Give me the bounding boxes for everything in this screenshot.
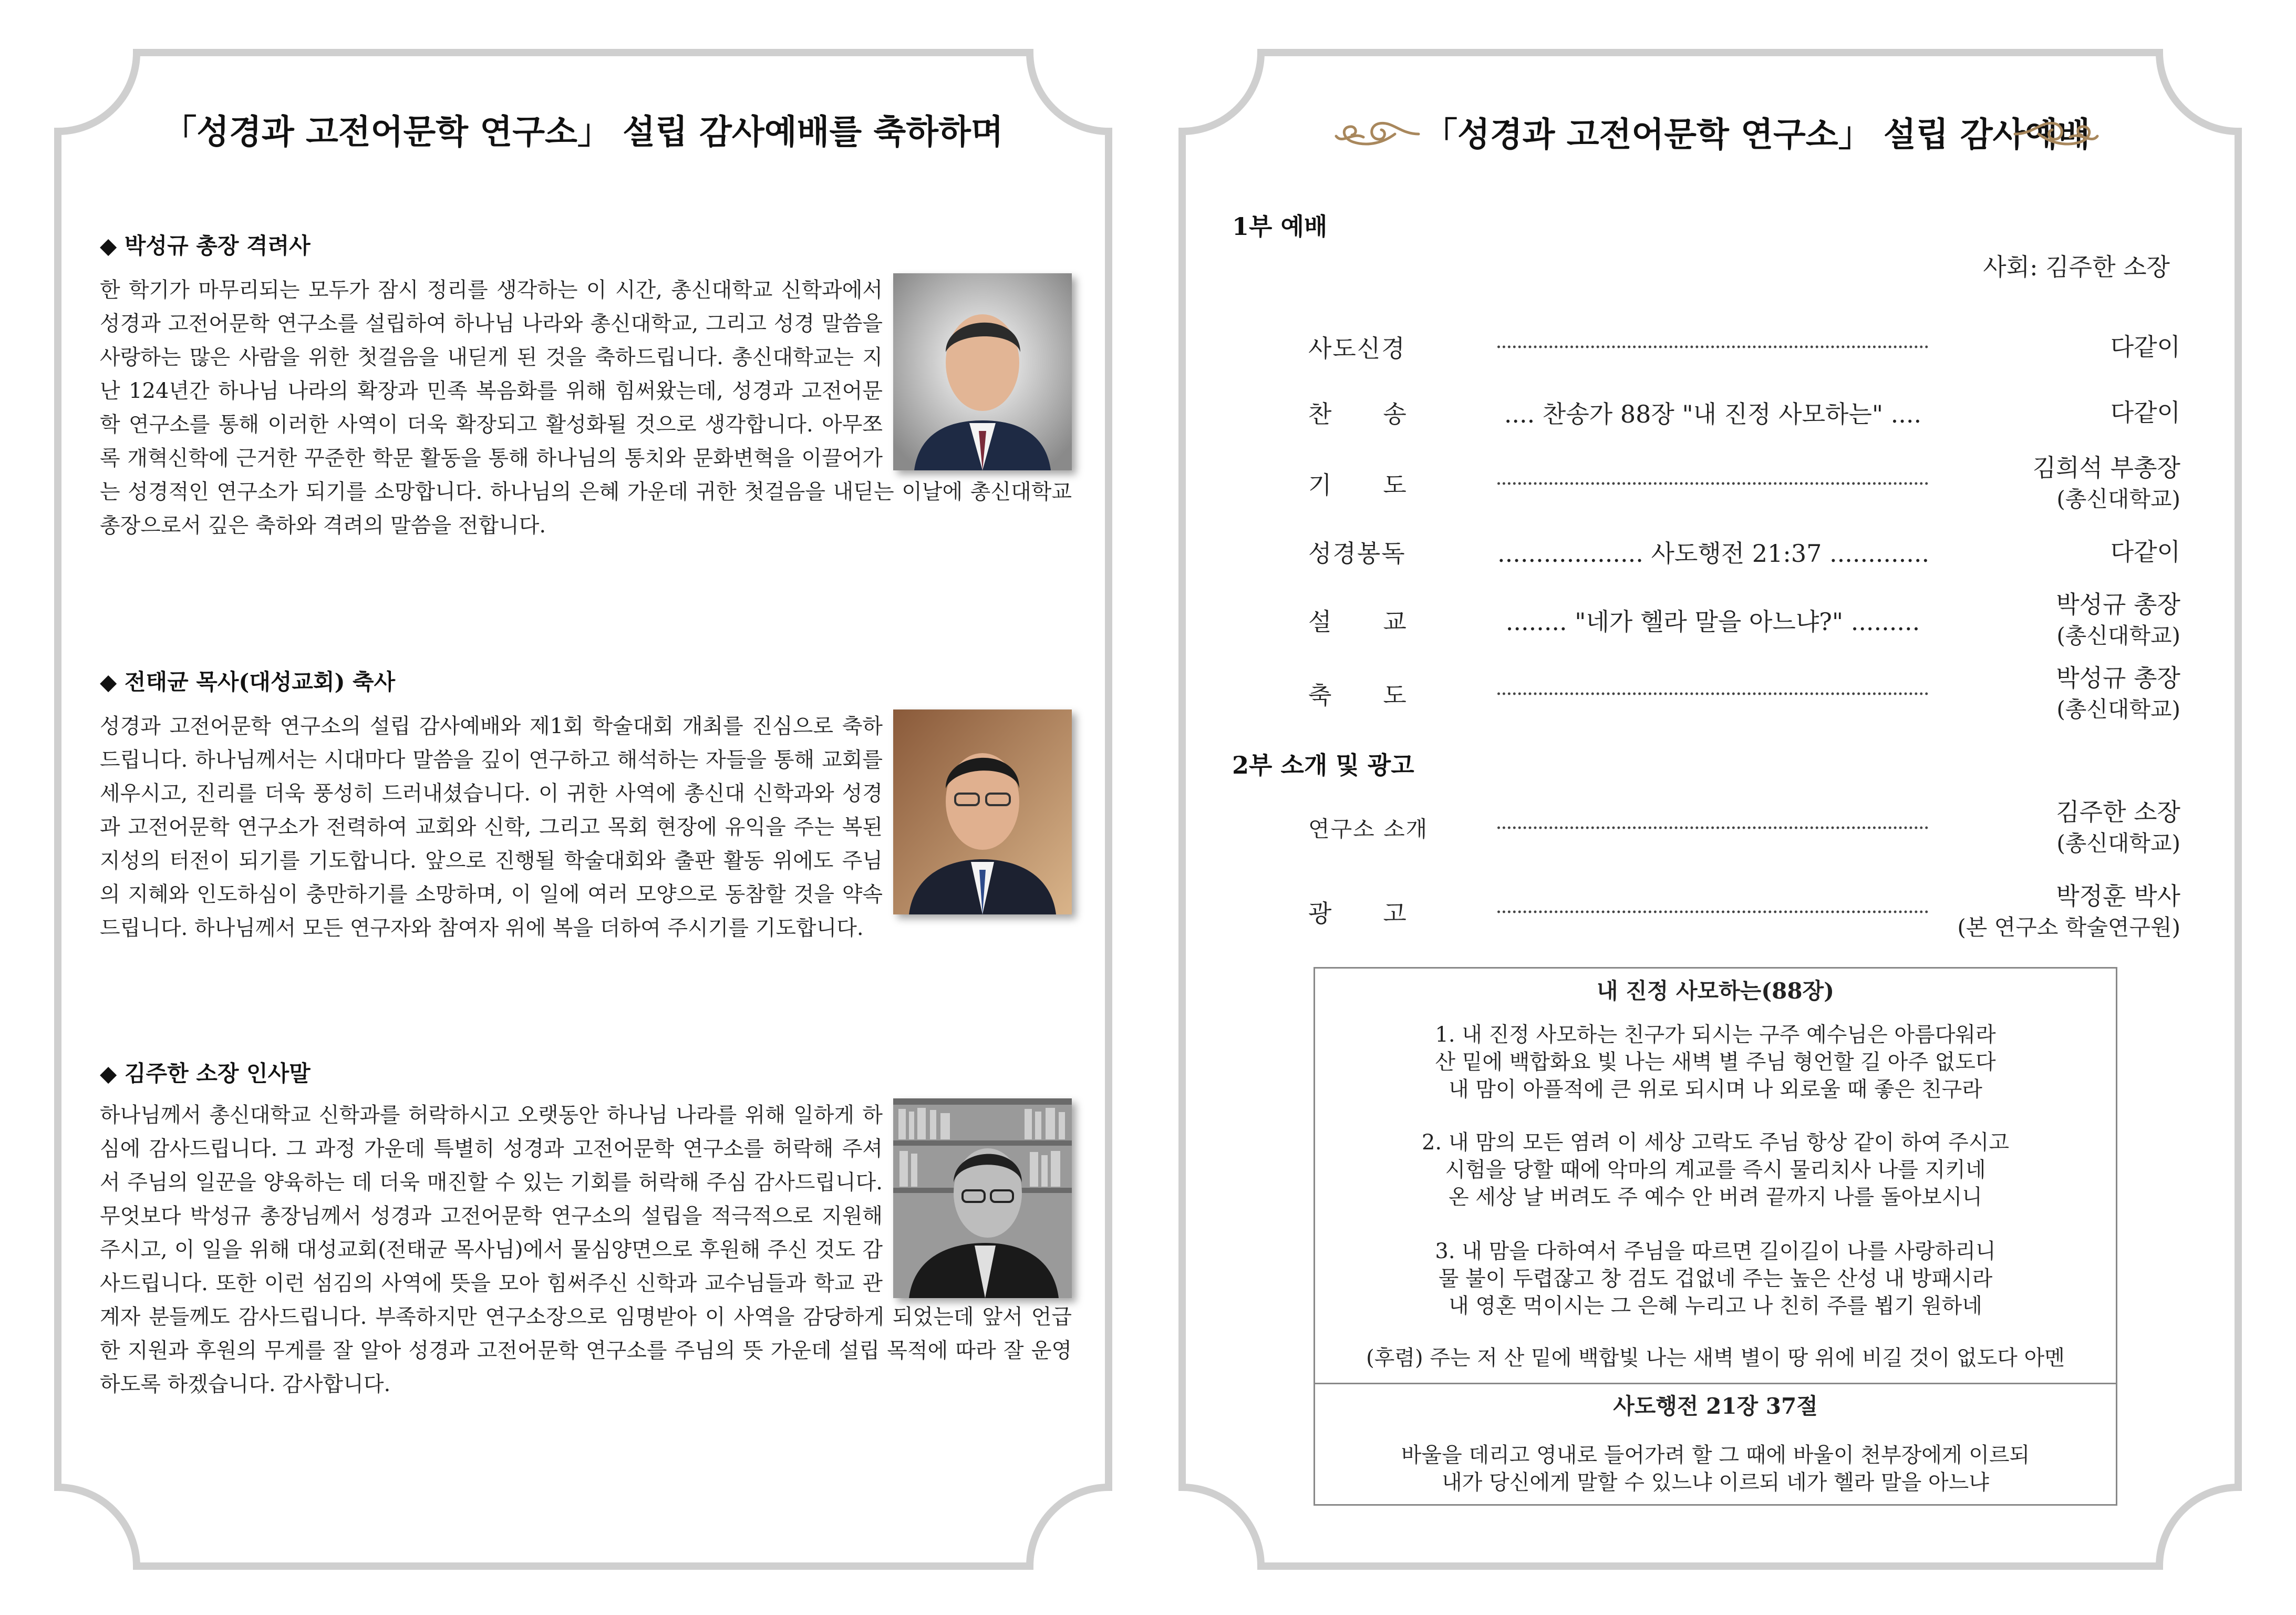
part2-heading: 2부 소개 및 광고 (1232, 751, 1414, 779)
photo-president (893, 273, 1072, 470)
section-text-president: 한 학기가 마무리되는 모두가 잠시 정리를 생각하는 이 시간, 총신대학교 신학과에서 성경과 고전어문학 연구소를 설립하여 하나님 나라와 총신대학교, 그리고 성경 말씀을 사랑하는 많은 사람을 위한 첫걸음을 내딛게 된 것을 축하드립니다. 총신대학교는 지난 124년간 하나님 나라의 확장과 민족 복음화를 위해 힘써왔는데, 성경과 고전어문학 연구소를 통해 이러한 사역이 더욱 확장되고 활성화될 것으로 생각합니다. 아무쪼록 개혁신학에 근거한 꾸준한 학문 활동을 통해 하나님의 통치와 문화변혁을 이끌어가는 성경적인 연구소가 되기를 소망합니다. 하나님의 은혜 가운데 귀한 첫걸음을 내딛는 이날에 총신대학교 총장으로서 깊은 축하와 격려의 말씀을 전합니다. (100, 273, 1072, 542)
dotted-leader (1497, 346, 1928, 348)
right-page-title: 「성경과 고전어문학 연구소」 설립 감사예배 (1424, 115, 2091, 155)
left-page-title: 「성경과 고전어문학 연구소」 설립 감사예배를 축하하며 (163, 112, 1004, 152)
order-row-sermon: 설 교 ........ "네가 헬라 말을 아느냐?" ......... 박성규 총장 (총신대학교) (1308, 590, 2180, 649)
hymn-box (1314, 967, 2117, 1506)
photo-pastor (893, 709, 1072, 914)
box-divider (1315, 1383, 2116, 1384)
photo-director (893, 1098, 1072, 1298)
dotted-leader (1497, 827, 1928, 829)
order-row-benediction: 축 도 박성규 총장 (총신대학교) (1308, 664, 2180, 722)
order-row-notice: 광 고 박정훈 박사 (본 연구소 학술연구원) (1308, 882, 2180, 940)
section-text-pastor: 성경과 고전어문학 연구소의 설립 감사예배와 제1회 학술대회 개최를 진심으로 축하드립니다. 하나님께서는 시대마다 말씀을 깊이 연구하고 해석하는 자들을 통해 교회를 세우시고, 진리를 더욱 풍성히 드러내셨습니다. 이 귀한 사역에 총신대 신학과와 성경과 고전어문학 연구소가 전력하여 교회와 신학, 그리고 목회 현장에 유익을 주는 복된 지성의 터전이 되기를 기도합니다. 앞으로 진행될 학술대회와 출판 활동 위에도 주님의 지혜와 인도하심이 충만하기를 소망하며, 이 일에 여러 모양으로 동참할 것을 약속드립니다. 하나님께서 모든 연구자와 참여자 위에 복을 더하여 주시기를 기도합니다. (100, 709, 1072, 945)
part1-heading: 1부 예배 (1232, 212, 1328, 241)
hymn-verse-1: 1. 내 진정 사모하는 친구가 되시는 구주 예수님은 아름다워라 산 밑에 백합화요 빛 나는 새벽 별 주님 형언할 길 아주 없도다 내 맘이 아플적에 큰 위로 되시며 나 외로울 때 좋은 친구라 (1435, 1023, 1996, 1102)
order-row-intro: 연구소 소개 김주한 소장 (총신대학교) (1308, 798, 2180, 856)
order-row-hymn: 찬 송 .... 찬송가 88장 "내 진정 사모하는" .... 다같이 (1308, 398, 2180, 428)
left-ornament-icon (1332, 113, 1421, 155)
dotted-leader (1497, 482, 1928, 485)
hymn-verse-3: 3. 내 맘을 다하여서 주님을 따르면 길이길이 나를 사랑하리니 물 불이 두렵잖고 창 검도 겁없네 주는 높은 산성 내 방패시라 내 영혼 먹이시는 그 은혜 누리고 나 친히 주를 뵙기 원하네 (1435, 1239, 1996, 1318)
section-heading-pastor: ◆ 전태균 목사(대성교회) 축사 (100, 669, 396, 695)
section-text-director: 하나님께서 총신대학교 신학과를 허락하시고 오랫동안 하나님 나라를 위해 일하게 하심에 감사드립니다. 그 과정 가운데 특별히 성경과 고전어문학 연구소를 허락해 주셔서 주님의 일꾼을 양육하는 데 더욱 매진할 수 있는 기회를 허락해 주심 감사드립니다. 무엇보다 박성규 총장님께서 성경과 고전어문학 연구소의 설립을 적극적으로 지원해 주시고, 이 일을 위해 대성교회(전태균 목사님)에서 물심양면으로 후원해 주신 것도 감사드립니다. 또한 이런 섬김의 사역에 뜻을 모아 힘써주신 신학과 교수님들과 학교 관계자 분들께도 감사드립니다. 부족하지만 연구소장으로 임명받아 이 사역을 감당하게 되었는데 앞서 언급한 지원과 후원의 무게를 잘 알아 성경과 고전어문학 연구소를 주님의 뜻 가운데 설립 목적에 따라 잘 운영하도록 하겠습니다. 감사합니다. (100, 1098, 1072, 1401)
section-heading-director: ◆ 김주한 소장 인사말 (100, 1061, 311, 1086)
dotted-leader (1497, 911, 1928, 913)
scripture-text: 바울을 데리고 영내로 들어가려 할 그 때에 바울이 천부장에게 이르되 내가 당신에게 말할 수 있느냐 이르되 네가 헬라 말을 아느냐 (1401, 1443, 2030, 1495)
host-line: 사회: 김주한 소장 (1983, 253, 2170, 281)
scripture-title: 사도행전 21장 37절 (1613, 1393, 1818, 1419)
order-row-creed: 사도신경 다같이 (1308, 333, 2180, 363)
hymn-verse-2: 2. 내 맘의 모든 염려 이 세상 고락도 주님 항상 같이 하여 주시고 시험을 당할 때에 악마의 계교를 즉시 물리치사 나를 지키네 온 세상 날 버려도 주 예수 안 버려 끝까지 나를 돌아보시니 (1421, 1130, 2010, 1209)
hymn-title: 내 진정 사모하는(88장) (1596, 978, 1834, 1004)
section-heading-president: ◆ 박성규 총장 격려사 (100, 233, 311, 259)
hymn-chorus: (후렴) 주는 저 산 밑에 백합빛 나는 새벽 별이 땅 위에 비길 것이 없도다 아멘 (1366, 1346, 2065, 1370)
dotted-leader (1497, 693, 1928, 695)
order-row-prayer: 기 도 김희석 부총장 (총신대학교) (1308, 454, 2180, 512)
right-ornament-icon (2012, 113, 2102, 155)
order-row-reading: 성경봉독 ................... 사도행전 21:37 ............. 다같이 (1308, 538, 2180, 568)
